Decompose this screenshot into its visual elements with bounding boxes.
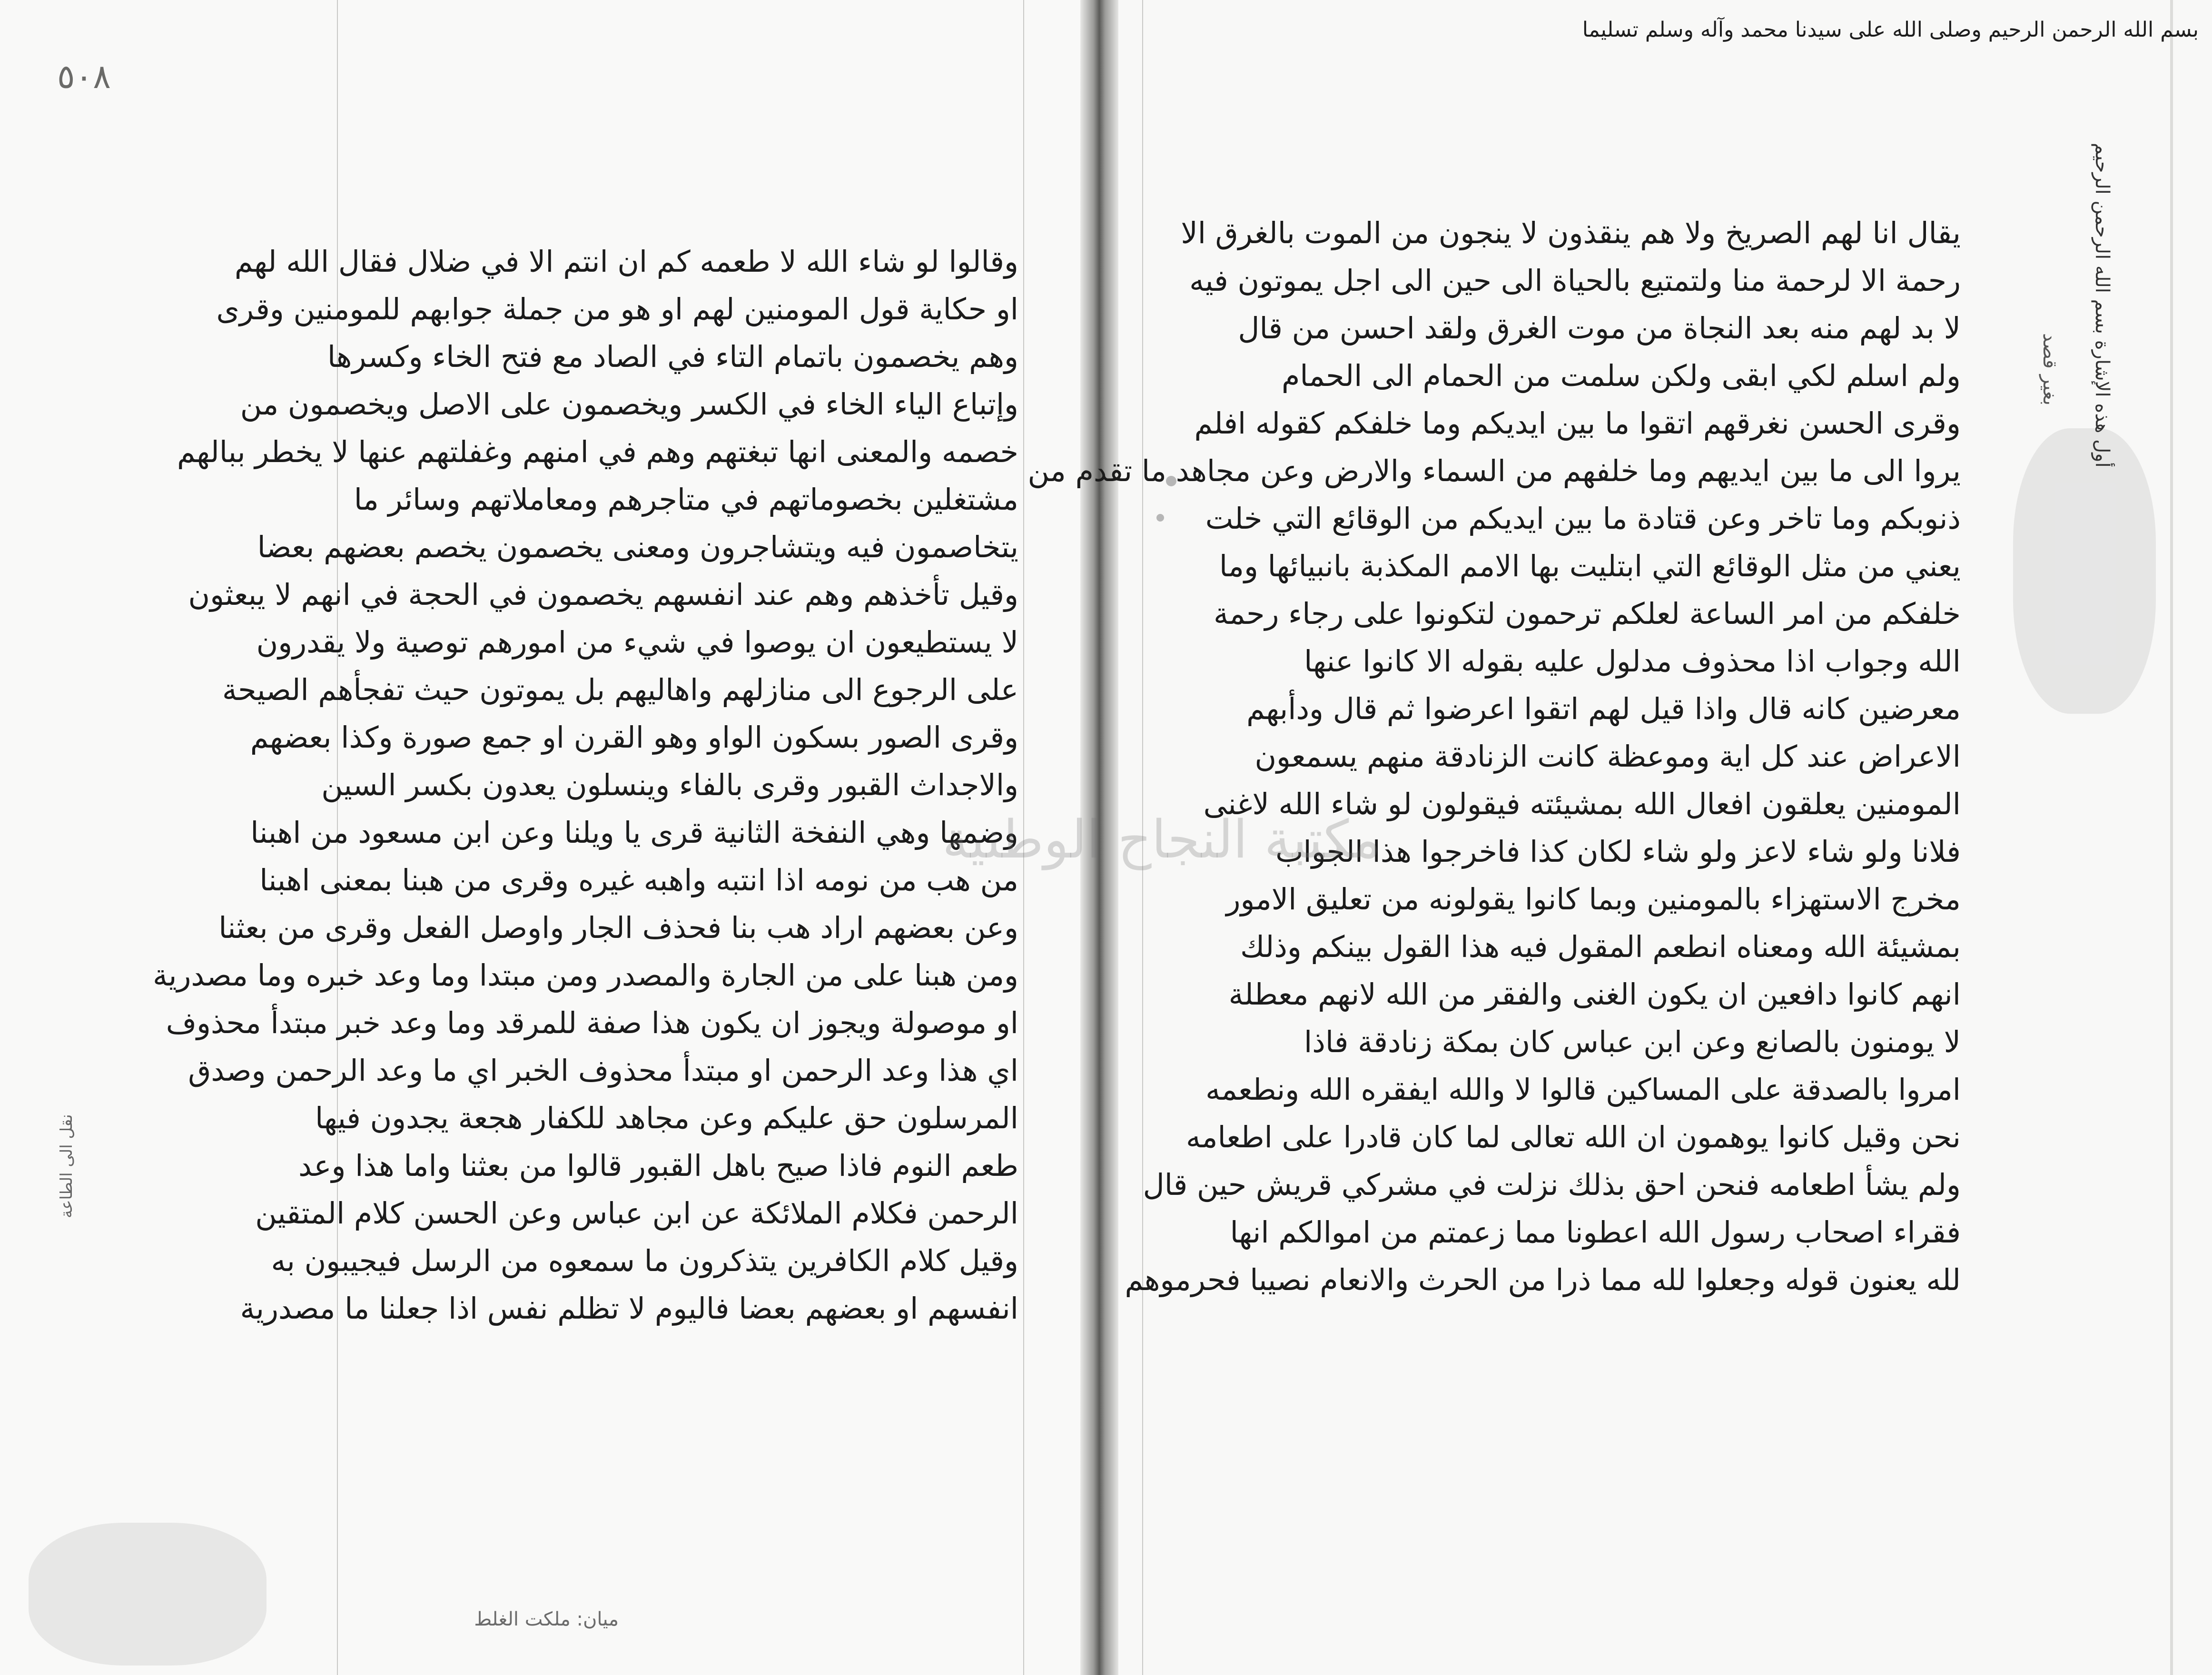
text-line: انفسهم او بعضهم بعضا فاليوم لا تظلم نفس اذا جعلنا ما مصدرية: [240, 1291, 1018, 1326]
text-line: معرضين كانه قال واذا قيل لهم اتقوا اعرضوا ثم قال ودأبهم: [1246, 691, 1961, 726]
text-line: انهم كانوا دافعين ان يكون الغنى والفقر من الله لانهم معطلة: [1228, 977, 1961, 1012]
library-watermark: مكتبة النجاح الوطنية: [942, 809, 1381, 870]
text-line: والاجداث القبور وقرى بالفاء وينسلون يعدون بكسر السين: [321, 768, 1018, 802]
text-line: الرحمن فكلام الملائكة عن ابن عباس وعن الحسن كلام المتقين: [255, 1196, 1018, 1231]
text-line: مخرج الاستهزاء بالمومنين وبما كانوا يقولونه من تعليق الامور: [1226, 882, 1961, 916]
text-line: المومنين يعلقون افعال الله بمشيئته فيقولون لو شاء الله لاغنى: [1203, 787, 1961, 821]
text-line: لا يستطيعون ان يوصوا في شيء من امورهم توصية ولا يقدرون: [256, 625, 1018, 660]
left-page-text: [152, 238, 1018, 1332]
ink-spot: [1166, 476, 1176, 486]
left-margin-note: نقل الى الطاعة: [57, 1114, 76, 1218]
paper-stain: [29, 1523, 267, 1665]
folio-number: ٥٠٨: [57, 57, 111, 96]
text-line: مشتغلين بخصوماتهم في متاجرهم ومعاملاتهم وسائر ما: [354, 482, 1018, 517]
text-line: وهم يخصمون باتمام التاء في الصاد مع فتح الخاء وكسرها: [327, 339, 1018, 374]
text-line: ولم اسلم لكي ابقى ولكن سلمت من الحمام الى الحمام: [1282, 358, 1961, 393]
text-line: من هب من نومه اذا انتبه واهبه غيره وقرى من هبنا بمعنى اهبنا: [259, 863, 1018, 897]
text-line: وإتباع الياء الخاء في الكسر ويخصمون على الاصل ويخصمون من: [240, 387, 1018, 422]
text-line: ومن هبنا على من الجارة والمصدر ومن مبتدا وما وعد خبره وما مصدرية: [152, 958, 1018, 993]
text-line: يتخاصمون فيه ويتشاجرون ومعنى يخصمون يخصم بعضهم بعضا: [257, 530, 1018, 564]
right-margin-note-2: بغير قصد: [2039, 333, 2061, 406]
text-line: فلانا ولو شاء لاعز ولو شاء لكان كذا فاخرجوا هذا الجواب: [1275, 834, 1961, 869]
text-line: لله يعنون قوله وجعلوا لله مما ذرا من الحرث والانعام نصيبا فحرموهم: [1125, 1262, 1961, 1297]
text-line: طعم النوم فاذا صيح باهل القبور قالوا من بعثنا واما هذا وعد: [298, 1148, 1018, 1183]
right-margin-note: أول هذه الإشارة بسم الله الرحمن الرحيم: [2091, 143, 2113, 468]
text-line: لا يومنون بالصانع وعن ابن عباس كان بمكة زنادقة فاذا: [1304, 1025, 1961, 1059]
text-line: وقرى الحسن نغرقهم اتقوا ما بين ايديكم وما خلفكم كقوله افلم: [1194, 406, 1961, 441]
text-line: وقيل كلام الكافرين يتذكرون ما سمعوه من الرسل فيجيبون به: [271, 1243, 1018, 1278]
text-line: اي هذا وعد الرحمن او مبتدأ محذوف الخبر اي ما وعد الرحمن وصدق: [188, 1053, 1018, 1088]
text-line: او حكاية قول المومنين لهم او هو من جملة جوابهم للمومنين وقرى: [216, 292, 1018, 326]
text-line: الاعراض عند كل اية وموعظة كانت الزنادقة منهم يسمعون: [1254, 739, 1961, 774]
paper-stain: [2013, 428, 2156, 714]
text-line: وقالوا لو شاء الله لا طعمه كم ان انتم الا في ضلال فقال الله لهم: [234, 244, 1018, 279]
text-line: خلفكم من امر الساعة لعلكم ترحمون لتكونوا على رجاء رحمة: [1214, 596, 1961, 631]
text-line: على الرجوع الى منازلهم واهاليهم بل يموتون حيث تفجأهم الصيحة: [222, 672, 1018, 707]
text-line: يعني من مثل الوقائع التي ابتليت بها الامم المكذبة بانبيائها وما: [1219, 549, 1961, 583]
page-edge: [2170, 0, 2173, 1675]
text-line: يروا الى ما بين ايديهم وما خلفهم من السماء والارض وعن مجاهد ما تقدم من: [1027, 453, 1961, 488]
text-line: يقال انا لهم الصريخ ولا هم ينقذون لا ينجون من الموت بالغرق الا: [1181, 216, 1961, 250]
text-line: ذنوبكم وما تاخر وعن قتادة ما بين ايديكم من الوقائع التي خلت: [1205, 501, 1961, 536]
text-line: وعن بعضهم اراد هب بنا فحذف الجار واوصل الفعل وقرى من بعثنا: [218, 910, 1018, 945]
text-line: وقيل تأخذهم وهم عند انفسهم يخصمون في الحجة في انهم لا يبعثون: [188, 577, 1018, 612]
text-line: لا بد لهم منه بعد النجاة من موت الغرق ولقد احسن من قال: [1238, 311, 1961, 345]
text-line: امروا بالصدقة على المساكين قالوا لا والله ايفقره الله ونطعمه: [1205, 1072, 1961, 1107]
text-line: نحن وقيل كانوا يوهمون ان الله تعالى لما كان قادرا على اطعامه: [1186, 1120, 1961, 1154]
text-line: فقراء اصحاب رسول الله اعطونا مما زعمتم من اموالكم انها: [1230, 1215, 1961, 1250]
bottom-note: ميان: ملكت الغلط: [474, 1608, 619, 1630]
text-line: الله وجواب اذا محذوف مدلول عليه بقوله الا كانوا عنها: [1304, 644, 1961, 679]
text-line: وقرى الصور بسكون الواو وهو القرن او جمع صورة وكذا بعضهم: [250, 720, 1018, 755]
ink-spot: [1156, 514, 1164, 522]
page-header-note: بسم الله الرحمن الرحيم وصلى الله على سيدنا محمد وآله وسلم تسليما: [1582, 18, 2199, 42]
text-line: وضمها وهي النفخة الثانية قرى يا ويلنا وعن ابن مسعود من اهبنا: [250, 815, 1018, 850]
text-line: خصمه والمعنى انها تبغتهم وهم في امنهم وغفلتهم عنها لا يخطر ببالهم: [177, 434, 1018, 469]
text-line: المرسلون حق عليكم وعن مجاهد للكفار هجعة يجدون فيها: [315, 1101, 1018, 1135]
text-line: او موصولة ويجوز ان يكون هذا صفة للمرقد وما وعد خبر مبتدأ محذوف: [166, 1005, 1018, 1040]
text-line: ولم يشأ اطعامه فنحن احق بذلك نزلت في مشركي قريش حين قال: [1143, 1167, 1961, 1202]
text-line: رحمة الا لرحمة منا ولتمتيع بالحياة الى حين الى اجل يموتون فيه: [1189, 263, 1961, 298]
text-line: بمشيئة الله ومعناه انطعم المقول فيه هذا القول بينكم وذلك: [1240, 929, 1961, 964]
